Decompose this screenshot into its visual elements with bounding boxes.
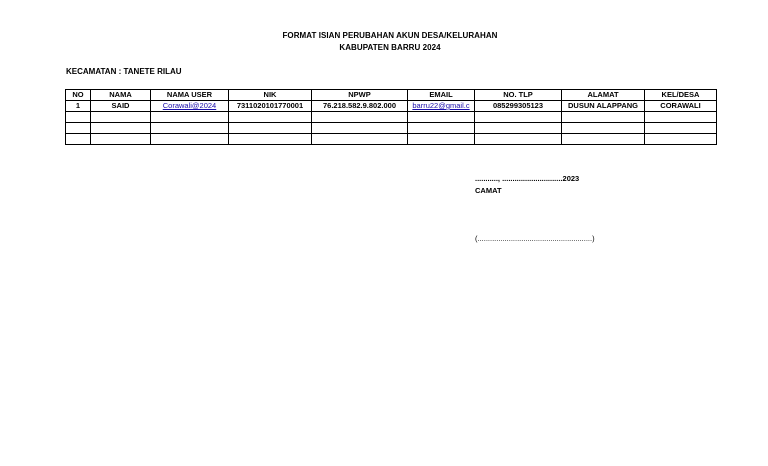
cell-no[interactable] xyxy=(66,112,91,123)
cell-no[interactable] xyxy=(66,134,91,145)
cell-nama-user[interactable] xyxy=(151,112,229,123)
cell-alamat: DUSUN ALAPPANG xyxy=(562,101,645,112)
kecamatan-label: KECAMATAN : TANETE RILAU xyxy=(66,67,182,76)
table-row xyxy=(66,112,717,123)
cell-nik: 7311020101770001 xyxy=(229,101,312,112)
cell-nama[interactable] xyxy=(91,134,151,145)
table-row xyxy=(66,123,717,134)
col-header-kel-desa: KEL/DESA xyxy=(645,90,717,101)
signature-date-line: ..........., .............................2023 xyxy=(475,174,580,183)
cell-nama: SAID xyxy=(91,101,151,112)
cell-no-tlp[interactable] xyxy=(475,134,562,145)
cell-no-tlp[interactable] xyxy=(475,112,562,123)
cell-alamat[interactable] xyxy=(562,134,645,145)
cell-no[interactable] xyxy=(66,123,91,134)
signature-role: CAMAT xyxy=(475,186,502,195)
cell-kel-desa[interactable] xyxy=(645,134,717,145)
cell-alamat[interactable] xyxy=(562,112,645,123)
form-subtitle: KABUPATEN BARRU 2024 xyxy=(339,43,441,52)
cell-npwp: 76.218.582.9.802.000 xyxy=(312,101,408,112)
col-header-nama: NAMA xyxy=(91,90,151,101)
cell-alamat[interactable] xyxy=(562,123,645,134)
cell-nik[interactable] xyxy=(229,112,312,123)
cell-nama-user[interactable] xyxy=(151,123,229,134)
col-header-nama-user: NAMA USER xyxy=(151,90,229,101)
cell-no: 1 xyxy=(66,101,91,112)
cell-kel-desa: CORAWALI xyxy=(645,101,717,112)
cell-kel-desa[interactable] xyxy=(645,123,717,134)
col-header-npwp: NPWP xyxy=(312,90,408,101)
table-row xyxy=(66,134,717,145)
form-title: FORMAT ISIAN PERUBAHAN AKUN DESA/KELURAHAN xyxy=(282,31,498,40)
cell-nik[interactable] xyxy=(229,123,312,134)
table-header-row xyxy=(66,90,717,101)
col-header-alamat: ALAMAT xyxy=(562,90,645,101)
cell-email[interactable] xyxy=(408,123,475,134)
cell-no-tlp: 085299305123 xyxy=(475,101,562,112)
cell-email[interactable] xyxy=(408,134,475,145)
table-row xyxy=(66,101,717,112)
cell-kel-desa[interactable] xyxy=(645,112,717,123)
col-header-nik: NIK xyxy=(229,90,312,101)
signature-name-line: (.......................................................) xyxy=(475,234,595,243)
cell-email[interactable] xyxy=(408,112,475,123)
cell-nama-user[interactable] xyxy=(151,134,229,145)
cell-npwp[interactable] xyxy=(312,123,408,134)
cell-nama-user-link[interactable]: Corawali@2024 xyxy=(151,101,229,112)
col-header-no: NO xyxy=(66,90,91,101)
col-header-email: EMAIL xyxy=(408,90,475,101)
col-header-no-tlp: NO. TLP xyxy=(475,90,562,101)
cell-nama[interactable] xyxy=(91,123,151,134)
cell-npwp[interactable] xyxy=(312,112,408,123)
cell-nik[interactable] xyxy=(229,134,312,145)
account-change-table xyxy=(65,89,717,145)
cell-email-link[interactable]: barru22@gmail.c xyxy=(408,101,475,112)
cell-no-tlp[interactable] xyxy=(475,123,562,134)
cell-nama[interactable] xyxy=(91,112,151,123)
cell-npwp[interactable] xyxy=(312,134,408,145)
